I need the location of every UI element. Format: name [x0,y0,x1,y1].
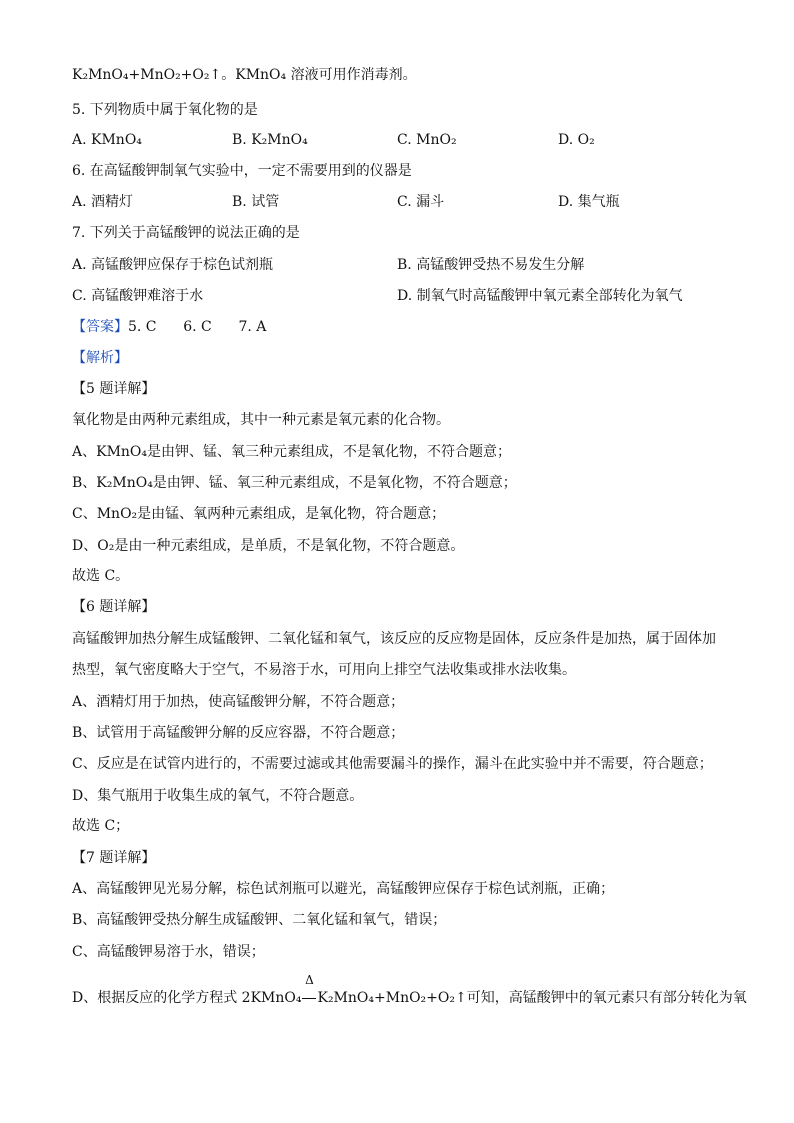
reaction-line: K₂MnO₄+MnO₂+O₂↑。KMnO₄ 溶液可用作消毒剂。 [72,67,417,83]
q7-detail-d-suffix: K₂MnO₄+MnO₂+O₂↑可知，高锰酸钾中的氧元素只有部分转化为氧 [317,990,747,1006]
q7-detail-d-prefix: D、根据反应的化学方程式 2KMnO₄ [72,990,302,1006]
delta-symbol: Δ [305,973,314,987]
answer-line [72,318,266,336]
question-7: 7. 下列关于高锰酸钾的说法正确的是 [72,225,300,241]
q6-detail-b: B、试管用于高锰酸钾分解的反应容器，不符合题意； [72,725,405,741]
q6-detail-line2: 热型，氧气密度略大于空气，不易溶于水，可用向上排空气法收集或排水法收集。 [72,662,576,678]
q5-conclusion: 故选 C。 [72,568,130,584]
q6-detail-a: A、酒精灯用于加热，使高锰酸钾分解，不符合题意； [72,694,405,710]
analysis-label: 【解析】 [72,350,128,366]
q7-detail-d [72,973,747,1007]
q7-option-a: A. 高锰酸钾应保存于棕色试剂瓶 [72,257,274,273]
q5-detail-c: C、MnO₂是由锰、氧两种元素组成，是氧化物，符合题意； [72,506,446,522]
q6-detail-d: D、集气瓶用于收集生成的氧气，不符合题意。 [72,788,364,804]
q6-option-b: B. 试管 [232,194,280,210]
equals-bar [302,998,316,999]
q6-option-a: A. 酒精灯 [72,194,134,210]
q5-detail-definition: 氧化物是由两种元素组成，其中一种元素是氧元素的化合物。 [72,412,450,428]
q5-detail-heading: 【5 题详解】 [72,381,156,397]
q5-detail-b: B、K₂MnO₄是由钾、锰、氧三种元素组成，不是氧化物，不符合题意； [72,475,517,491]
q5-option-a: A. KMnO₄ [72,132,142,148]
q7-detail-a: A、高锰酸钾见光易分解，棕色试剂瓶可以避光，高锰酸钾应保存于棕色试剂瓶，正确； [72,881,615,897]
answer-label: 【答案】 [72,319,128,335]
q6-conclusion: 故选 C； [72,818,130,834]
question-5: 5. 下列物质中属于氧化物的是 [72,102,258,118]
q5-option-d: D. O₂ [558,132,595,148]
q5-detail-d: D、O₂是由一种元素组成，是单质，不是氧化物，不符合题意。 [72,538,465,554]
q6-detail-heading: 【6 题详解】 [72,599,156,615]
q7-option-b: B. 高锰酸钾受热不易发生分解 [397,257,585,273]
answer-text: 5. C 6. C 7. A [128,319,267,335]
question-6-options [72,193,732,211]
question-7-options-cd [72,287,732,305]
q5-option-b: B. K₂MnO₄ [232,132,308,148]
question-5-options [72,131,732,149]
q6-detail-c: C、反应是在试管内进行的，不需要过滤或其他需要漏斗的操作，漏斗在此实验中并不需要，符合题意； [72,756,713,772]
q6-detail-line1: 高锰酸钾加热分解生成锰酸钾、二氧化锰和氧气，该反应的反应物是固体，反应条件是加热，属于固体加 [72,631,716,647]
q7-detail-heading: 【7 题详解】 [72,850,156,866]
q7-option-d: D. 制氧气时高锰酸钾中氧元素全部转化为氧气 [397,288,683,304]
q5-detail-a: A、KMnO₄是由钾、锰、氧三种元素组成，不是氧化物，不符合题意； [72,444,512,460]
q6-option-d: D. 集气瓶 [558,194,620,210]
heating-condition-arrow [301,973,317,1007]
q7-detail-b: B、高锰酸钾受热分解生成锰酸钾、二氧化锰和氧气，错误； [72,912,447,928]
q5-option-c: C. MnO₂ [397,132,457,148]
question-7-options-ab [72,256,732,274]
q7-option-c: C. 高锰酸钾难溶于水 [72,288,204,304]
q7-detail-c: C、高锰酸钾易溶于水，错误； [72,944,265,960]
question-6: 6. 在高锰酸钾制氧气实验中，一定不需要用到的仪器是 [72,163,412,179]
q6-option-c: C. 漏斗 [397,194,445,210]
